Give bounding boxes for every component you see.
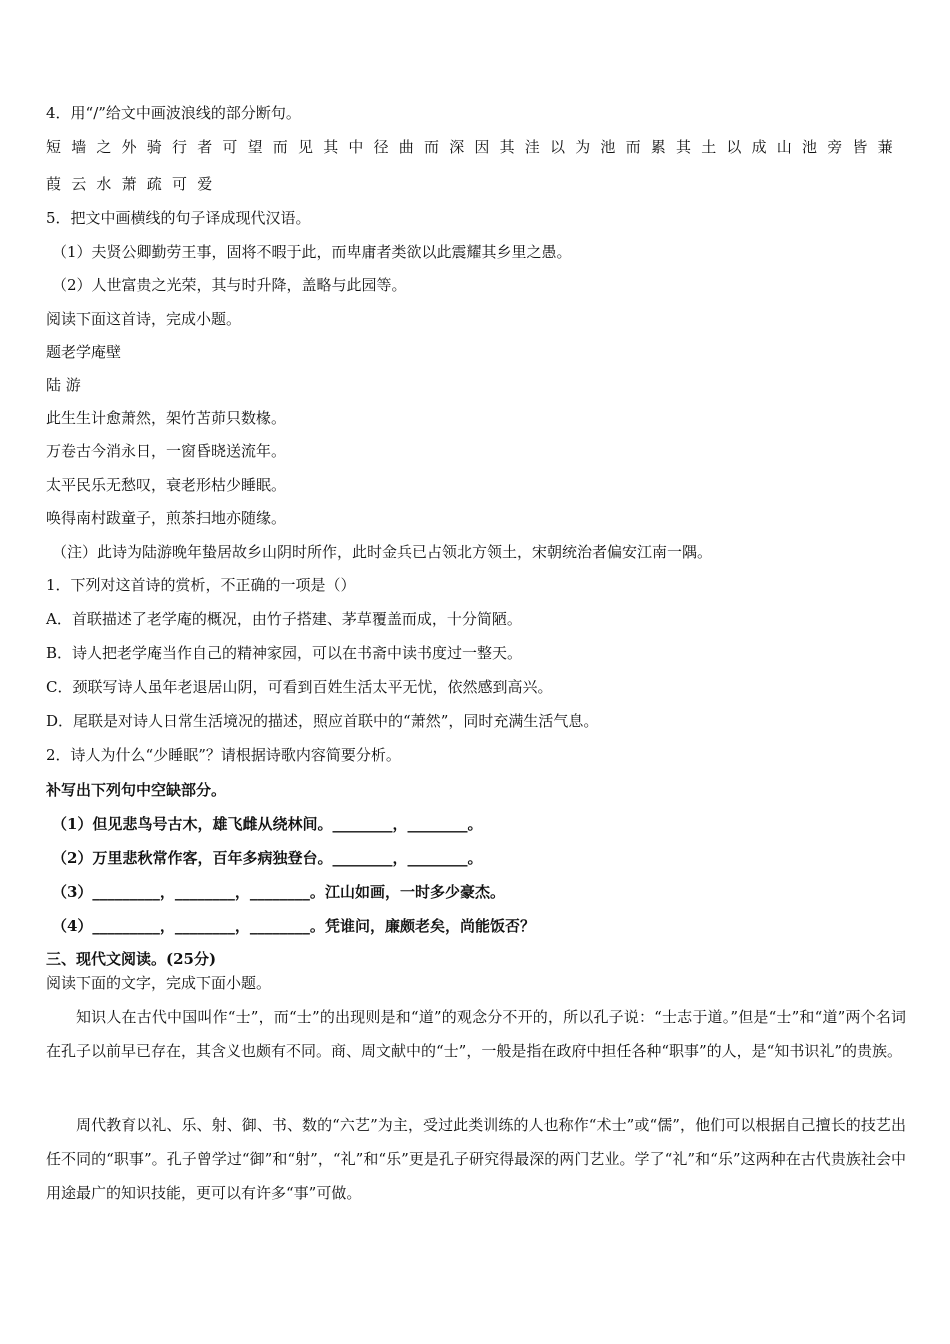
poem-title: 题老学庵壁 xyxy=(46,343,122,361)
fill-blank-item: （4）_________，________，________。凭谁问，廉颇老矣，尚能饭否？ xyxy=(52,917,535,935)
option-c: C．颈联写诗人虽年老退居山阴，可看到百姓生活太平无忧，依然感到高兴。 xyxy=(46,678,553,696)
fill-blank-item: （1）但见悲鸟号古木，雄飞雌从绕林间。________，________。 xyxy=(52,815,483,833)
fill-blank-item: （3）_________，________，________。江山如画，一时多少豪杰。 xyxy=(52,883,505,901)
poem-intro: 阅读下面这首诗，完成小题。 xyxy=(46,310,242,328)
question-5-sentence-2: （2）人世富贵之光荣，其与时升降，盖略与此园等。 xyxy=(52,276,407,294)
question-2: 2．诗人为什么“少睡眠”？请根据诗歌内容简要分析。 xyxy=(46,746,401,764)
question-4-text-line-2: 葭云水萧疏可爱 xyxy=(46,175,223,193)
poem-line: 太平民乐无愁叹，衰老形枯少睡眠。 xyxy=(46,476,287,494)
poem-line: 唤得南村跋童子，煎茶扫地亦随缘。 xyxy=(46,509,287,527)
section-3-intro: 阅读下面的文字，完成下面小题。 xyxy=(46,974,272,992)
reading-paragraph-2: 周代教育以礼、乐、射、御、书、数的“六艺”为主，受过此类训练的人也称作“术士”或“儒”，他们可以根据自己擅长的技艺出任不同的“职事”。孔子曾学过“御”和“射”，“礼”和“乐”更是孔子研究得最深的两门艺业。学了“礼”和“乐”这两种在古代贵族社会中用途最广的知识技能，更可以有许多“事”可做。 xyxy=(46,1116,906,1202)
question-5-sentence-1: （1）夫贤公卿勤劳王事，固将不暇于此，而卑庸者类欲以此震耀其乡里之愚。 xyxy=(52,243,572,261)
fill-blank-item: （2）万里悲秋常作客，百年多病独登台。________，________。 xyxy=(52,849,483,867)
poem-note: （注）此诗为陆游晚年蛰居故乡山阴时所作，此时金兵已占领北方领土，宋朝统治者偏安江南一隅。 xyxy=(52,543,713,561)
section-3-title: 三、现代文阅读。(25分) xyxy=(46,950,217,968)
option-d: D．尾联是对诗人日常生活境况的描述，照应首联中的“萧然”，同时充满生活气息。 xyxy=(46,712,599,730)
poem-author: 陆 游 xyxy=(46,376,81,394)
question-4-title: 4．用“/”给文中画波浪线的部分断句。 xyxy=(46,104,301,122)
option-a: A．首联描述了老学庵的概况，由竹子搭建、茅草覆盖而成，十分简陋。 xyxy=(46,610,522,628)
option-b: B．诗人把老学庵当作自己的精神家园，可以在书斋中读书度过一整天。 xyxy=(46,644,523,662)
question-5-title: 5．把文中画横线的句子译成现代汉语。 xyxy=(46,209,311,227)
reading-paragraph-1: 知识人在古代中国叫作“士”，而“士”的出现则是和“道”的观念分不开的，所以孔子说：“士志于道。”但是“士”和“道”两个名词在孔子以前早已存在，其含义也颇有不同。商、周文献中的“士”，一般是指在政府中担任各种“职事”的人，是“知书识礼”的贵族。 xyxy=(46,1008,906,1060)
poem-line: 万卷古今消永日，一窗昏晓送流年。 xyxy=(46,442,287,460)
question-1: 1．下列对这首诗的赏析，不正确的一项是（） xyxy=(46,576,356,594)
poem-line: 此生生计愈萧然，架竹苫茆只数椽。 xyxy=(46,409,287,427)
question-4-text-line-1: 短墙之外骑行者可望而见其中径曲而深因其洼以为池而累其土以成山池旁皆蒹 xyxy=(46,138,903,156)
fill-blank-title: 补写出下列句中空缺部分。 xyxy=(46,781,227,799)
